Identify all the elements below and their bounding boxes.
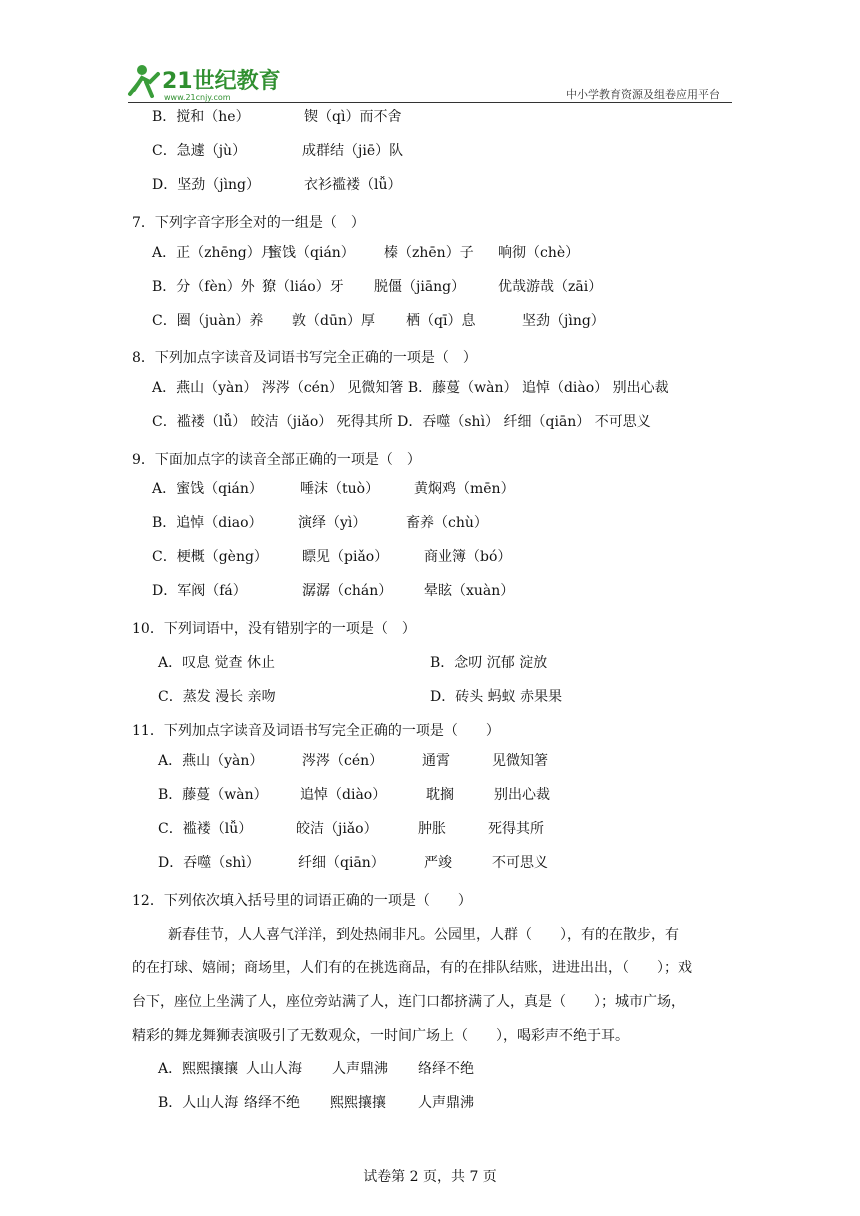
option-line: A．熙熙攘攘 人山人海 人声鼎沸 络绎不绝 [158, 1061, 474, 1077]
option-line: B．藤蔓（wàn） 追悼（diào） 耽搁 别出心裁 [158, 787, 550, 803]
paragraph-line: 的在打球、嬉闹；商场里，人们有的在挑选商品，有的在排队结账，进进出出，（ ）；戏 [132, 960, 692, 976]
option-line: D．军阀（fá） 潺潺（chán） 晕眩（xuàn） [152, 583, 515, 599]
option-line: A．燕山（yàn） 涔涔（cén） 见微知箸 B．藤蔓（wàn） 追悼（diào） 别出心裁 [152, 380, 669, 396]
option-line: C．褴褛（lǚ） 皎洁（jiǎo） 肿胀 死得其所 [158, 821, 544, 837]
page-footer: 试卷第 2 页，共 7 页 [363, 1169, 497, 1185]
option-line: B．追悼（diao） 演绎（yì） 畜养（chù） [152, 515, 488, 531]
logo-url: www.21cnjy.com [164, 93, 231, 102]
option-a: A．叹息 觉查 休止 [158, 655, 276, 671]
header-divider [128, 102, 732, 103]
option-c: C．蒸发 漫长 亲吻 [158, 689, 276, 705]
logo-text: 21世纪教育 [162, 69, 281, 94]
question-8: 8．下列加点字读音及词语书写完全正确的一项是（ ） [132, 350, 477, 366]
option-d: D．砖头 蚂蚁 赤果果 [430, 689, 563, 705]
option-line: C．圈（juàn）养 敦（dūn）厚 栖（qī）息 坚劲（jìng） [152, 313, 605, 329]
option-line: D．吞噬（shì） 纤细（qiān） 严竣 不可思义 [158, 855, 548, 871]
page-header [0, 0, 860, 110]
option-line: B．搅和（he） 锲（qì）而不舍 [152, 109, 402, 125]
platform-name: 中小学教育资源及组卷应用平台 [566, 88, 720, 101]
21cnjy-logo [128, 60, 281, 106]
question-9: 9．下面加点字的读音全部正确的一项是（ ） [132, 452, 421, 468]
paragraph-line: 新春佳节，人人喜气洋洋，到处热闹非凡。公园里，人群（ ），有的在散步，有 [168, 927, 679, 943]
option-b: B．念叨 沉郁 淀放 [430, 655, 548, 671]
question-10: 10．下列词语中，没有错别字的一项是（ ） [132, 621, 416, 637]
option-line: B．分（fèn）外 獠（liáo）牙 脱僵（jiāng） 优哉游哉（zāi） [152, 279, 603, 295]
paragraph-line: 台下，座位上坐满了人，座位旁站满了人，连门口都挤满了人，真是（ ）；城市广场， [132, 994, 685, 1010]
option-line: C．梗概（gèng） 瞟见（piǎo） 商业簿（bó） [152, 549, 512, 565]
question-12: 12．下列依次填入括号里的词语正确的一项是（ ） [132, 893, 472, 909]
option-line: A．蜜饯（qián） 唾沫（tuò） 黄焖鸡（mēn） [152, 481, 515, 497]
question-11: 11．下列加点字读音及词语书写完全正确的一项是（ ） [132, 723, 500, 739]
option-line: A．正（zhēng）月蜜饯（qián） 榛（zhēn）子 响彻（chè） [152, 245, 580, 261]
option-line: C．急遽（jù） 成群结（jiē）队 [152, 143, 404, 159]
paragraph-line: 精彩的舞龙舞狮表演吸引了无数观众，一时间广场上（ ），喝彩声不绝于耳。 [132, 1028, 629, 1044]
option-line: B．人山人海 络绎不绝 熙熙攘攘 人声鼎沸 [158, 1095, 474, 1111]
option-line: C．褴褛（lǚ） 皎洁（jiǎo） 死得其所 D．吞噬（shì） 纤细（qiān） 不可思义 [152, 414, 651, 430]
option-line: A．燕山（yàn） 涔涔（cén） 通霄 见微知箸 [158, 753, 548, 769]
question-7: 7．下列字音字形全对的一组是（ ） [132, 215, 365, 231]
option-line: D．坚劲（jìng） 衣衫褴褛（lǚ） [152, 177, 402, 193]
